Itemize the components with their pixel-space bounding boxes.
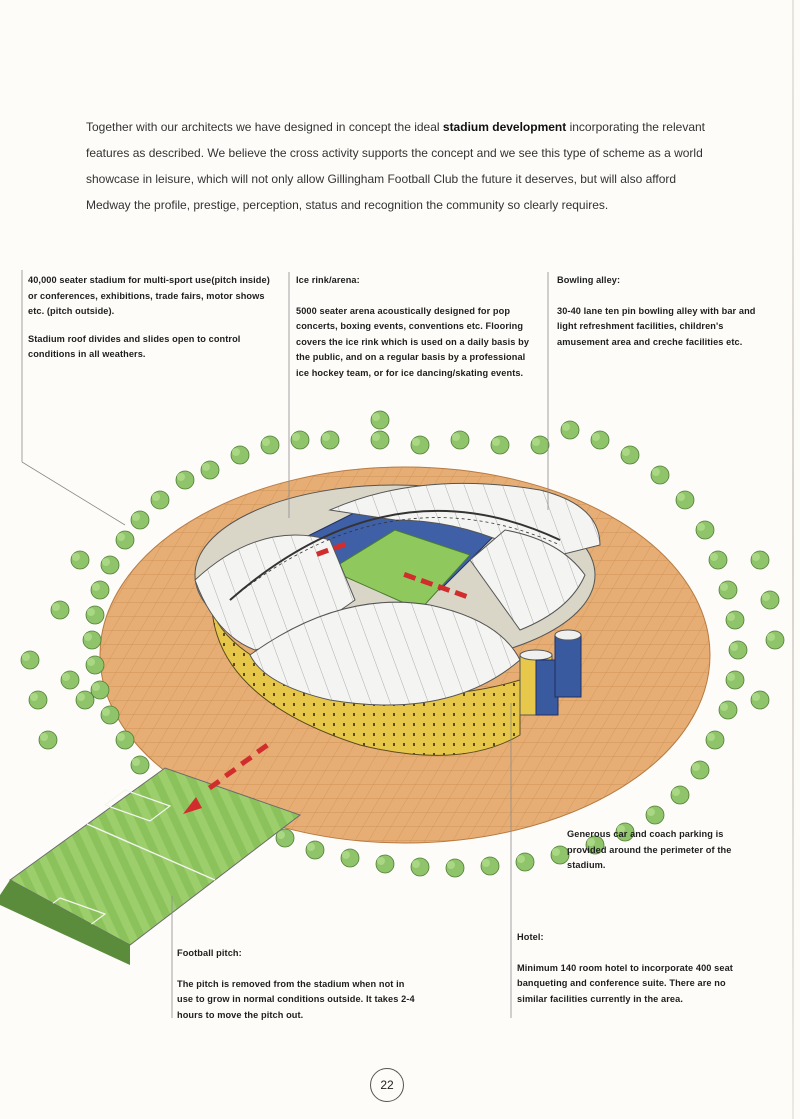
hotel-heading: Hotel: — [517, 932, 544, 942]
caption-stadium — [28, 273, 273, 375]
caption-ice-rink — [296, 273, 531, 394]
caption-bowling-alley — [557, 273, 767, 362]
ice-rink-description: 5000 seater arena acoustically designed for pop concerts, boxing events, conventions etc. Flooring covers the ice rink which is used on a daily basis by the public, and on a regular basis by a professional ice hockey team, or for ice dancing/skating events. — [296, 305, 530, 378]
stadium-roof-description: Stadium roof divides and slides open to control conditions in all weathers. — [28, 333, 241, 360]
bowling-description: 30-40 lane ten pin bowling alley with bar and light refreshment facilities, children's amusement area and creche facilities etc. — [557, 305, 756, 347]
parking-description: Generous car and coach parking is provided around the perimeter of the stadium. — [567, 829, 732, 871]
page-number: 22 — [370, 1068, 404, 1102]
hotel-description: Minimum 140 room hotel to incorporate 400 seat banqueting and conference suite. There are no similar facilities currently in the area. — [517, 962, 733, 1004]
stadium-description: 40,000 seater stadium for multi-sport use(pitch inside) or conferences, exhibitions, trade fairs, motor shows etc. (pitch outside). — [28, 275, 270, 317]
bowling-heading: Bowling alley: — [557, 275, 621, 285]
intro-text-end: incorporating the relevant features as described. We believe the cross activity supports the concept and we see this type of scheme as a world showcase in leisure, which will not only allow Gillingham Football Club the future it deserves, but will also afford Medway the profile, prestige, perception, status and recognition the community so clearly requires. — [86, 120, 705, 212]
caption-hotel — [517, 930, 737, 1019]
pitch-description: The pitch is removed from the stadium when not in use to grow in normal conditions outside. It takes 2-4 hours to move the pitch out. — [177, 978, 415, 1020]
caption-football-pitch — [177, 946, 422, 1035]
pitch-heading: Football pitch: — [177, 948, 242, 958]
intro-bold-text: stadium development — [442, 120, 567, 134]
intro-text-start: Together with our architects we have designed in concept the ideal — [86, 120, 443, 134]
caption-parking — [567, 827, 742, 886]
ice-rink-heading: Ice rink/arena: — [296, 275, 360, 285]
